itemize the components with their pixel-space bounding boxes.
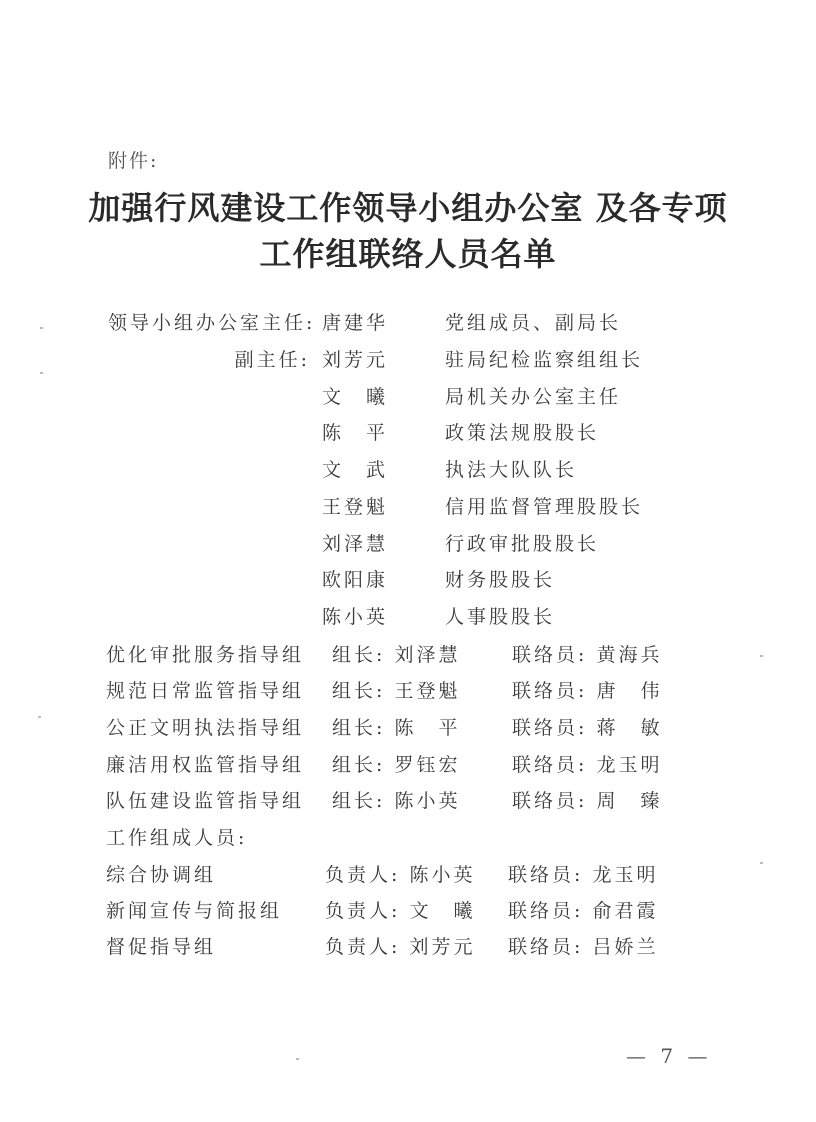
work-group-contact: 联络员: 吕娇兰 [508, 936, 659, 958]
scan-speck [760, 862, 763, 864]
work-group-name: 督促指导组 [106, 936, 217, 958]
office-member-position: 信用监督管理股股长 [445, 496, 644, 518]
work-group-leader: 负责人: 陈小英 [325, 864, 476, 886]
work-group-contact: 联络员: 俞君霞 [508, 900, 659, 922]
scan-speck [40, 327, 43, 329]
scan-speck [38, 716, 41, 718]
office-member-position: 局机关办公室主任 [445, 386, 622, 408]
work-group-name: 新闻宣传与简报组 [106, 900, 283, 922]
office-member-name: 唐建华 [322, 312, 389, 334]
workgroup-heading: 工作组成人员: [106, 827, 248, 849]
guidance-group-name: 规范日常监管指导组 [106, 680, 305, 702]
scan-speck [760, 655, 763, 657]
guidance-group-contact: 联络员: 唐 伟 [512, 680, 663, 702]
guidance-group-name: 队伍建设监管指导组 [106, 790, 305, 812]
guidance-group-leader: 组长: 陈小英 [332, 790, 461, 812]
office-role: 领导小组办公室主任: [108, 312, 316, 334]
page-number: — 7 — [626, 1044, 712, 1068]
office-role: 副主任: [234, 349, 310, 371]
scan-speck [40, 372, 43, 374]
office-member-position: 行政审批股股长 [445, 533, 600, 555]
guidance-group-name: 公正文明执法指导组 [106, 717, 305, 739]
office-member-position: 政策法规股股长 [445, 422, 600, 444]
office-member-name: 文 武 [322, 459, 389, 481]
guidance-group-contact: 联络员: 黄海兵 [512, 644, 663, 666]
guidance-group-leader: 组长: 刘泽慧 [332, 644, 461, 666]
document-title-line-1: 加强行风建设工作领导小组办公室 及各专项 [88, 189, 728, 227]
office-member-position: 驻局纪检监察组组长 [445, 349, 644, 371]
office-member-position: 党组成员、副局长 [445, 312, 622, 334]
guidance-group-leader: 组长: 罗钰宏 [332, 754, 461, 776]
attachment-label: 附件: [108, 150, 159, 172]
office-member-name: 刘泽慧 [322, 533, 389, 555]
guidance-group-name: 廉洁用权监管指导组 [106, 754, 305, 776]
work-group-leader: 负责人: 刘芳元 [325, 936, 476, 958]
office-member-name: 文 曦 [322, 386, 389, 408]
office-member-position: 财务股股长 [445, 569, 556, 591]
guidance-group-contact: 联络员: 周 臻 [512, 790, 663, 812]
guidance-group-leader: 组长: 王登魁 [332, 680, 461, 702]
guidance-group-contact: 联络员: 蒋 敏 [512, 717, 663, 739]
work-group-name: 综合协调组 [106, 864, 217, 886]
office-member-name: 陈小英 [322, 606, 389, 628]
scan-speck [296, 1058, 299, 1060]
office-member-name: 王登魁 [322, 496, 389, 518]
office-member-position: 执法大队队长 [445, 459, 578, 481]
work-group-contact: 联络员: 龙玉明 [508, 864, 659, 886]
guidance-group-leader: 组长: 陈 平 [332, 717, 461, 739]
office-member-position: 人事股股长 [445, 606, 556, 628]
work-group-leader: 负责人: 文 曦 [325, 900, 476, 922]
guidance-group-name: 优化审批服务指导组 [106, 644, 305, 666]
office-member-name: 陈 平 [322, 422, 389, 444]
guidance-group-contact: 联络员: 龙玉明 [512, 754, 663, 776]
office-member-name: 刘芳元 [322, 349, 389, 371]
document-title-line-2: 工作组联络人员名单 [259, 235, 557, 273]
office-member-name: 欧阳康 [322, 569, 389, 591]
